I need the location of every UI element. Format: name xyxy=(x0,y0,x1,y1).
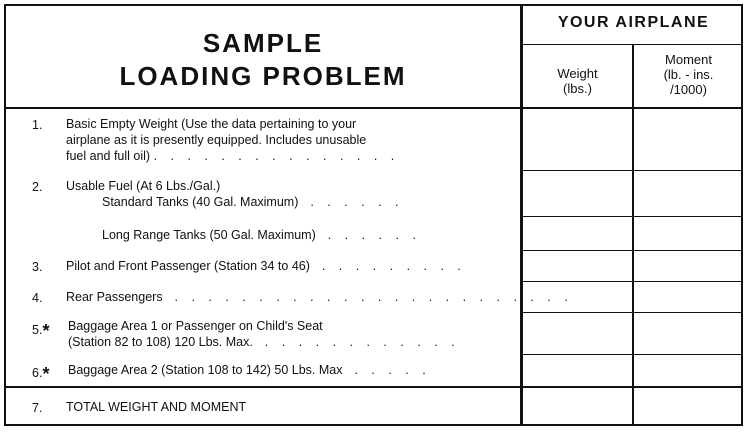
row-5-label xyxy=(68,318,460,350)
row-7-line: TOTAL WEIGHT AND MOMENT xyxy=(66,400,247,414)
row-6-weight-cell[interactable] xyxy=(523,355,632,386)
row-3-label xyxy=(66,258,466,274)
row-5-number-text: 5. xyxy=(32,323,43,337)
row-2-weight-cell[interactable] xyxy=(523,171,632,216)
row-6-moment-cell[interactable] xyxy=(634,355,743,386)
row-1-weight-cell[interactable] xyxy=(523,109,632,170)
row-2-number: 2. xyxy=(32,180,43,194)
row-3-weight-cell[interactable] xyxy=(523,251,632,281)
loading-problem-form xyxy=(4,4,743,426)
row-4-moment-cell[interactable] xyxy=(634,282,743,312)
row-2b-moment-cell[interactable] xyxy=(634,217,743,250)
total-weight-cell[interactable] xyxy=(523,388,632,424)
row-3-number: 3. xyxy=(32,260,43,274)
row-5-moment-cell[interactable] xyxy=(634,313,743,354)
row-5-weight-cell[interactable] xyxy=(523,313,632,354)
row-6-number-text: 6. xyxy=(32,366,43,380)
row-7-number: 7. xyxy=(32,401,43,415)
row-6-number xyxy=(32,361,51,382)
row-2b-line: Long Range Tanks (50 Gal. Maximum) xyxy=(102,228,316,242)
row-2-leader-dots: . . . . . . xyxy=(301,195,404,209)
your-airplane-underline xyxy=(523,44,741,45)
total-moment-cell[interactable] xyxy=(634,388,743,424)
row-5-asterisk: * xyxy=(42,321,50,341)
row-4-number: 4. xyxy=(32,291,43,305)
row-6-label xyxy=(68,362,431,378)
title-sample: SAMPLE xyxy=(202,28,324,58)
row-4-weight-cell[interactable] xyxy=(523,282,632,312)
row-1-number: 1. xyxy=(32,118,43,132)
row-5-number xyxy=(32,318,51,339)
row-1-line-3: fuel and full oil) xyxy=(66,149,151,163)
row-1-line-1: Basic Empty Weight (Use the data pertaining to your xyxy=(66,117,357,131)
row-2b-label xyxy=(102,227,421,243)
row-2b-weight-cell[interactable] xyxy=(523,217,632,250)
row-1-label xyxy=(66,116,399,164)
row-1-leader-dots: . . . . . . . . . . . . . . . xyxy=(153,149,400,163)
row-7-label xyxy=(66,399,246,415)
row-1-moment-cell[interactable] xyxy=(634,109,743,170)
row-5-line-2: (Station 82 to 108) 120 Lbs. Max. xyxy=(68,335,253,349)
row-3-line: Pilot and Front Passenger (Station 34 to 46) xyxy=(66,259,310,273)
row-2-label xyxy=(66,178,404,210)
row-5-line-1: Baggage Area 1 or Passenger on Child's Seat xyxy=(68,319,323,333)
moment-column-label: Moment (lb. - ins. /1000) xyxy=(663,52,714,97)
row-1-line-2: airplane as it is presently equipped. Includes unusable xyxy=(66,133,367,147)
row-2-line-2: Standard Tanks (40 Gal. Maximum) xyxy=(102,195,299,209)
row-2-moment-cell[interactable] xyxy=(634,171,743,216)
row-4-label xyxy=(66,289,573,305)
moment-column-header xyxy=(634,52,743,97)
weight-column-header xyxy=(523,66,632,96)
your-airplane-heading: YOUR AIRPLANE xyxy=(557,14,710,31)
row-6-asterisk: * xyxy=(42,364,50,384)
row-6-leader-dots: . . . . . xyxy=(345,363,431,377)
row-2-line-1: Usable Fuel (At 6 Lbs./Gal.) xyxy=(66,179,221,193)
row-3-leader-dots: . . . . . . . . . xyxy=(313,259,466,273)
row-2b-leader-dots: . . . . . . xyxy=(319,228,421,242)
row-6-line: Baggage Area 2 (Station 108 to 142) 50 Lbs. Max xyxy=(68,363,343,377)
row-3-moment-cell[interactable] xyxy=(634,251,743,281)
row-4-leader-dots: . . . . . . . . . . . . . . . . . . . . . . . . xyxy=(166,290,573,304)
weight-column-label: Weight (lbs.) xyxy=(557,66,598,96)
title-loading-problem: LOADING PROBLEM xyxy=(119,61,407,91)
row-4-line: Rear Passengers xyxy=(66,290,163,304)
row-5-leader-dots: . . . . . . . . . . . . xyxy=(256,335,460,349)
